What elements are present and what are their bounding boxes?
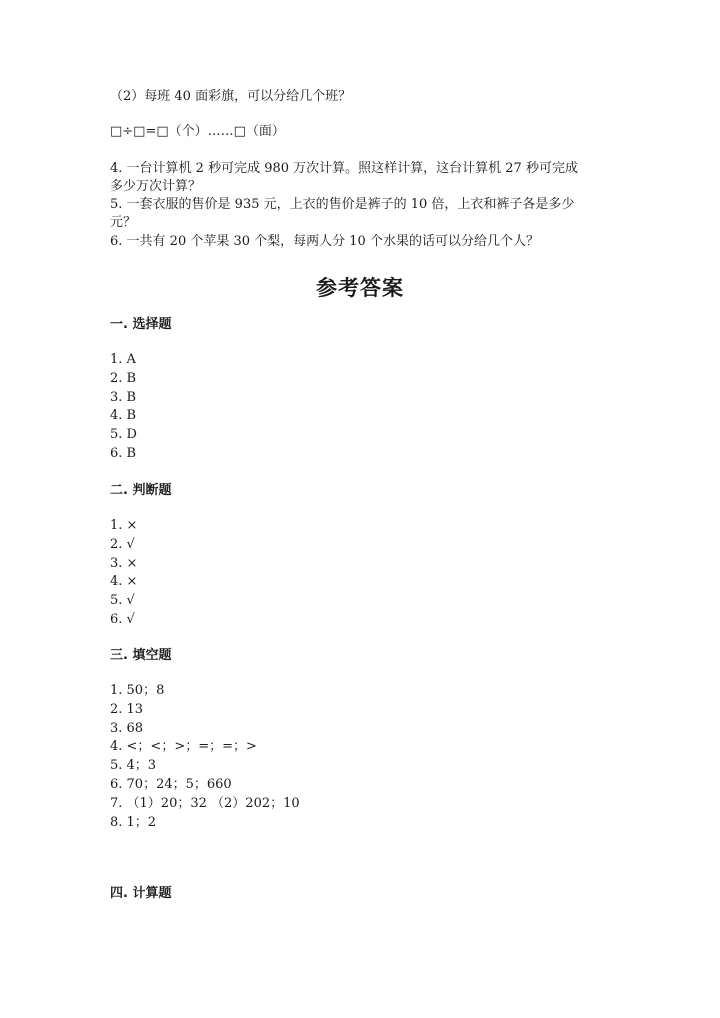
fill-answer-5: 5. 4；3 — [110, 758, 157, 773]
answer-title: 参考答案 — [316, 276, 404, 300]
choice-answer-3: 3. B — [110, 390, 137, 405]
judge-answer-6: 6. √ — [110, 612, 135, 627]
judge-answer-2: 2. √ — [110, 537, 135, 552]
fill-answer-7: 7. （1）20；32 （2）202；10 — [110, 796, 300, 811]
section-choice-heading: 一. 选择题 — [110, 317, 172, 332]
section-judge-heading: 二. 判断题 — [110, 483, 172, 498]
choice-answer-4: 4. B — [110, 408, 137, 423]
question-3-formula: □÷□=□（个）……□（面） — [110, 124, 285, 139]
question-4-line-1: 4. 一台计算机 2 秒可完成 980 万次计算。照这样计算，这台计算机 27 秒可完成 — [110, 161, 578, 176]
question-5-line-2: 元？ — [110, 215, 137, 230]
fill-answer-8: 8. 1；2 — [110, 815, 157, 830]
fill-answer-2: 2. 13 — [110, 702, 144, 717]
choice-answer-2: 2. B — [110, 371, 137, 386]
question-4-line-2: 多少万次计算？ — [110, 179, 202, 194]
section-fill-heading: 三. 填空题 — [110, 648, 172, 663]
judge-answer-1: 1. × — [110, 518, 138, 533]
choice-answer-1: 1. A — [110, 352, 136, 367]
question-6-line-1: 6. 一共有 20 个苹果 30 个梨，每两人分 10 个水果的话可以分给几个人？ — [110, 234, 539, 249]
fill-answer-3: 3. 68 — [110, 721, 144, 736]
question-5-line-1: 5. 一套衣服的售价是 935 元，上衣的售价是裤子的 10 倍，上衣和裤子各是多少 — [110, 197, 575, 212]
section-calc-heading: 四. 计算题 — [110, 886, 172, 901]
fill-answer-4: 4. <；<；>；=；=；> — [110, 739, 257, 754]
question-3-part-2: （2）每班 40 面彩旗，可以分给几个班？ — [110, 89, 352, 104]
judge-answer-3: 3. × — [110, 556, 138, 571]
choice-answer-5: 5. D — [110, 427, 137, 442]
judge-answer-5: 5. √ — [110, 593, 135, 608]
choice-answer-6: 6. B — [110, 446, 137, 461]
fill-answer-1: 1. 50；8 — [110, 683, 165, 698]
fill-answer-6: 6. 70；24；5；660 — [110, 777, 232, 792]
judge-answer-4: 4. × — [110, 574, 138, 589]
